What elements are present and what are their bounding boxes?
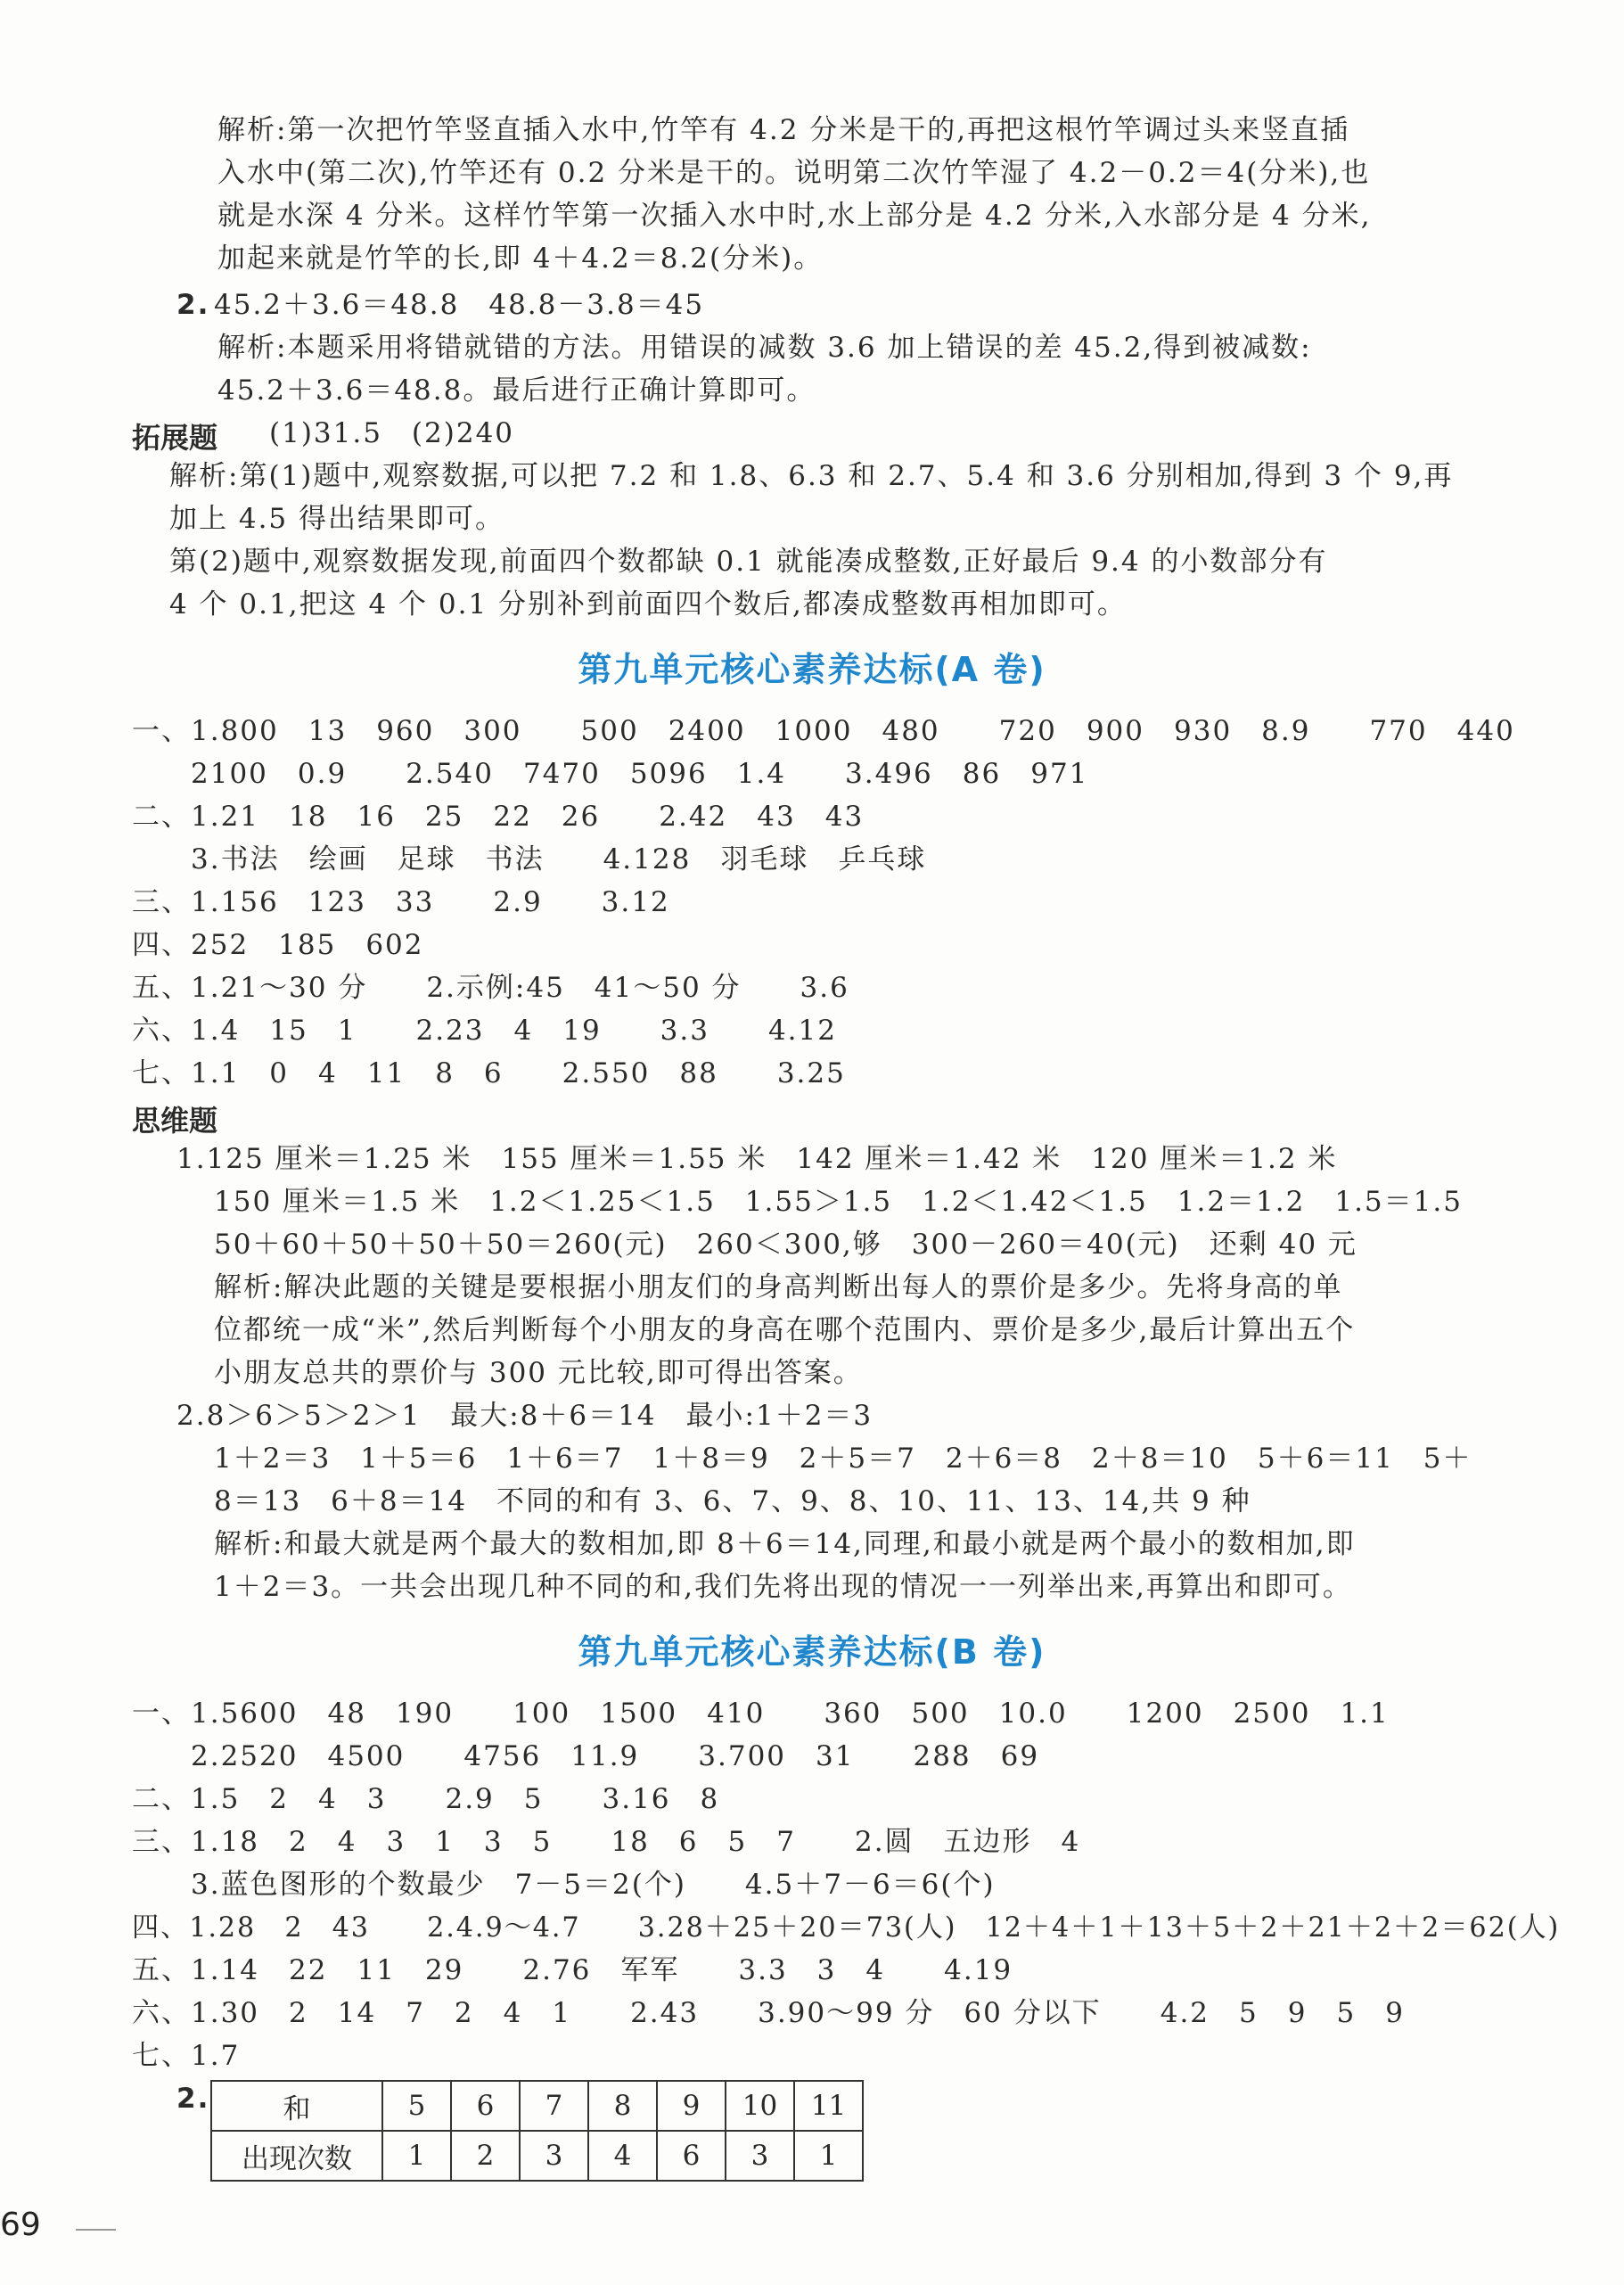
page-number-rule — [76, 2229, 116, 2231]
answer-line: 三、1.18 2 4 3 1 3 5 18 6 5 7 2.圆 五边形 4 — [132, 1826, 1081, 1858]
analysis-line: 4 个 0.1,把这 4 个 0.1 分别补到前面四个数后,都凑成整数再相加即可。 — [169, 588, 1127, 621]
page-number: 69 — [0, 2207, 41, 2243]
table-row — [211, 2081, 863, 2131]
analysis-line: 位都统一成“米”,然后判断每个小朋友的身高在哪个范围内、票价是多少,最后计算出五个 — [214, 1314, 1356, 1346]
answer-line: 七、1.1 0 4 11 8 6 2.550 88 3.25 — [132, 1057, 846, 1089]
answer-line: 三、1.156 123 33 2.9 3.12 — [132, 886, 670, 918]
answer-line: 五、1.21～30 分 2.示例:45 41～50 分 3.6 — [132, 972, 849, 1004]
analysis-line: 第(2)题中,观察数据发现,前面四个数都缺 0.1 就能凑成整数,正好最后 9.4 的小数部分有 — [169, 546, 1328, 578]
table-cell: 1 — [382, 2131, 451, 2181]
analysis-line: 解析:第一次把竹竿竖直插入水中,竹竿有 4.2 分米是干的,再把这根竹竿调过头来竖直插 — [217, 114, 1350, 146]
answer-line: 二、1.5 2 4 3 2.9 5 3.16 8 — [132, 1783, 720, 1815]
table-cell: 3 — [520, 2131, 588, 2181]
table-cell: 9 — [657, 2081, 726, 2131]
answer-line: 六、1.30 2 14 7 2 4 1 2.43 3.90～99 分 60 分以下 4.2 5 9 5 9 — [132, 1997, 1405, 2029]
table-cell: 6 — [657, 2131, 726, 2181]
answer-line: 二、1.21 18 16 25 22 26 2.42 43 43 — [132, 801, 865, 833]
answer-line: 2.2520 4500 4756 11.9 3.700 31 288 69 — [132, 1740, 1040, 1772]
table-cell: 1 — [794, 2131, 863, 2181]
answer-line: 一、1.5600 48 190 100 1500 410 360 500 10.0 1200 2500 1.1 — [132, 1697, 1390, 1730]
answer-line: (1)31.5 (2)240 — [269, 417, 515, 449]
section-heading-a: 第九单元核心素养达标(A 卷) — [578, 650, 1046, 689]
answer-line: 50＋60＋50＋50＋50＝260(元) 260＜300,够 300－260＝40(元) 还剩 40 元 — [214, 1229, 1357, 1261]
analysis-line: 加上 4.5 得出结果即可。 — [169, 503, 505, 535]
analysis-line: 1＋2＝3。一共会出现几种不同的和,我们先将出现的情况一一列举出来,再算出和即可。 — [214, 1571, 1352, 1603]
table-cell: 5 — [382, 2081, 451, 2131]
table-cell: 2 — [451, 2131, 520, 2181]
answer-line: 45.2＋3.6＝48.8 48.8－3.8＝45 — [214, 289, 705, 321]
table-header-cell: 出现次数 — [211, 2131, 382, 2181]
table-row — [211, 2131, 863, 2181]
table-cell: 4 — [588, 2131, 657, 2181]
table-header-cell: 和 — [211, 2081, 382, 2131]
analysis-line: 解析:第(1)题中,观察数据,可以把 7.2 和 1.8、6.3 和 2.7、5.4 和 3.6 分别相加,得到 3 个 9,再 — [169, 460, 1454, 492]
analysis-line: 解析:本题采用将错就错的方法。用错误的减数 3.6 加上错误的差 45.2,得到被减数: — [217, 332, 1312, 364]
answer-line: 五、1.14 22 11 29 2.76 军军 3.3 3 4 4.19 — [132, 1954, 1013, 1986]
analysis-line: 45.2＋3.6＝48.8。最后进行正确计算即可。 — [217, 374, 816, 407]
answer-line: 1.125 厘米＝1.25 米 155 厘米＝1.55 米 142 厘米＝1.42 米 120 厘米＝1.2 米 — [176, 1143, 1338, 1175]
answer-line: 150 厘米＝1.5 米 1.2＜1.25＜1.5 1.55＞1.5 1.2＜1.42＜1.5 1.2＝1.2 1.5＝1.5 — [214, 1186, 1463, 1218]
section-heading-b: 第九单元核心素养达标(B 卷) — [578, 1632, 1046, 1672]
analysis-line: 解析:和最大就是两个最大的数相加,即 8＋6＝14,同理,和最小就是两个最小的数相加,即 — [214, 1528, 1356, 1560]
answer-line: 四、252 185 602 — [132, 929, 424, 961]
answer-line: 七、1.7 — [132, 2040, 241, 2072]
answer-line: 3.书法 绘画 足球 书法 4.128 羽毛球 乒乓球 — [132, 843, 927, 875]
table-cell: 11 — [794, 2081, 863, 2131]
answer-line: 3.蓝色图形的个数最少 7－5＝2(个) 4.5＋7－6＝6(个) — [132, 1869, 996, 1901]
question-number: 2. — [176, 289, 210, 321]
table-cell: 8 — [588, 2081, 657, 2131]
answer-line: 四、1.28 2 43 2.4.9～4.7 3.28＋25＋20＝73(人) 12＋4＋1＋13＋5＋2＋21＋2＋2＝62(人) — [132, 1911, 1561, 1944]
thinking-label: 思维题 — [132, 1104, 218, 1138]
extension-label: 拓展题 — [132, 421, 218, 455]
answer-line: 2100 0.9 2.540 7470 5096 1.4 3.496 86 971 — [132, 758, 1089, 790]
question-number: 2. — [176, 2083, 210, 2115]
answer-line: 8＝13 6＋8＝14 不同的和有 3、6、7、9、8、10、11、13、14,共 9 种 — [214, 1485, 1251, 1517]
table-cell: 3 — [726, 2131, 794, 2181]
sum-frequency-table — [210, 2080, 864, 2182]
analysis-line: 就是水深 4 分米。这样竹竿第一次插入水中时,水上部分是 4.2 分米,入水部分是 4 分米, — [217, 200, 1372, 232]
table-cell: 7 — [520, 2081, 588, 2131]
analysis-line: 入水中(第二次),竹竿还有 0.2 分米是干的。说明第二次竹竿湿了 4.2－0.2＝4(分米),也 — [217, 157, 1371, 189]
table-cell: 10 — [726, 2081, 794, 2131]
analysis-line: 小朋友总共的票价与 300 元比较,即可得出答案。 — [214, 1357, 863, 1389]
answer-line: 1＋2＝3 1＋5＝6 1＋6＝7 1＋8＝9 2＋5＝7 2＋6＝8 2＋8＝10 5＋6＝11 5＋ — [214, 1443, 1472, 1475]
answer-line: 六、1.4 15 1 2.23 4 19 3.3 4.12 — [132, 1015, 837, 1047]
answer-line: 2.8＞6＞5＞2＞1 最大:8＋6＝14 最小:1＋2＝3 — [176, 1400, 874, 1432]
analysis-line: 加起来就是竹竿的长,即 4＋4.2＝8.2(分米)。 — [217, 242, 824, 275]
table-cell: 6 — [451, 2081, 520, 2131]
answer-line: 一、1.800 13 960 300 500 2400 1000 480 720 900 930 8.9 770 440 — [132, 715, 1515, 747]
analysis-line: 解析:解决此题的关键是要根据小朋友们的身高判断出每人的票价是多少。先将身高的单 — [214, 1271, 1343, 1303]
